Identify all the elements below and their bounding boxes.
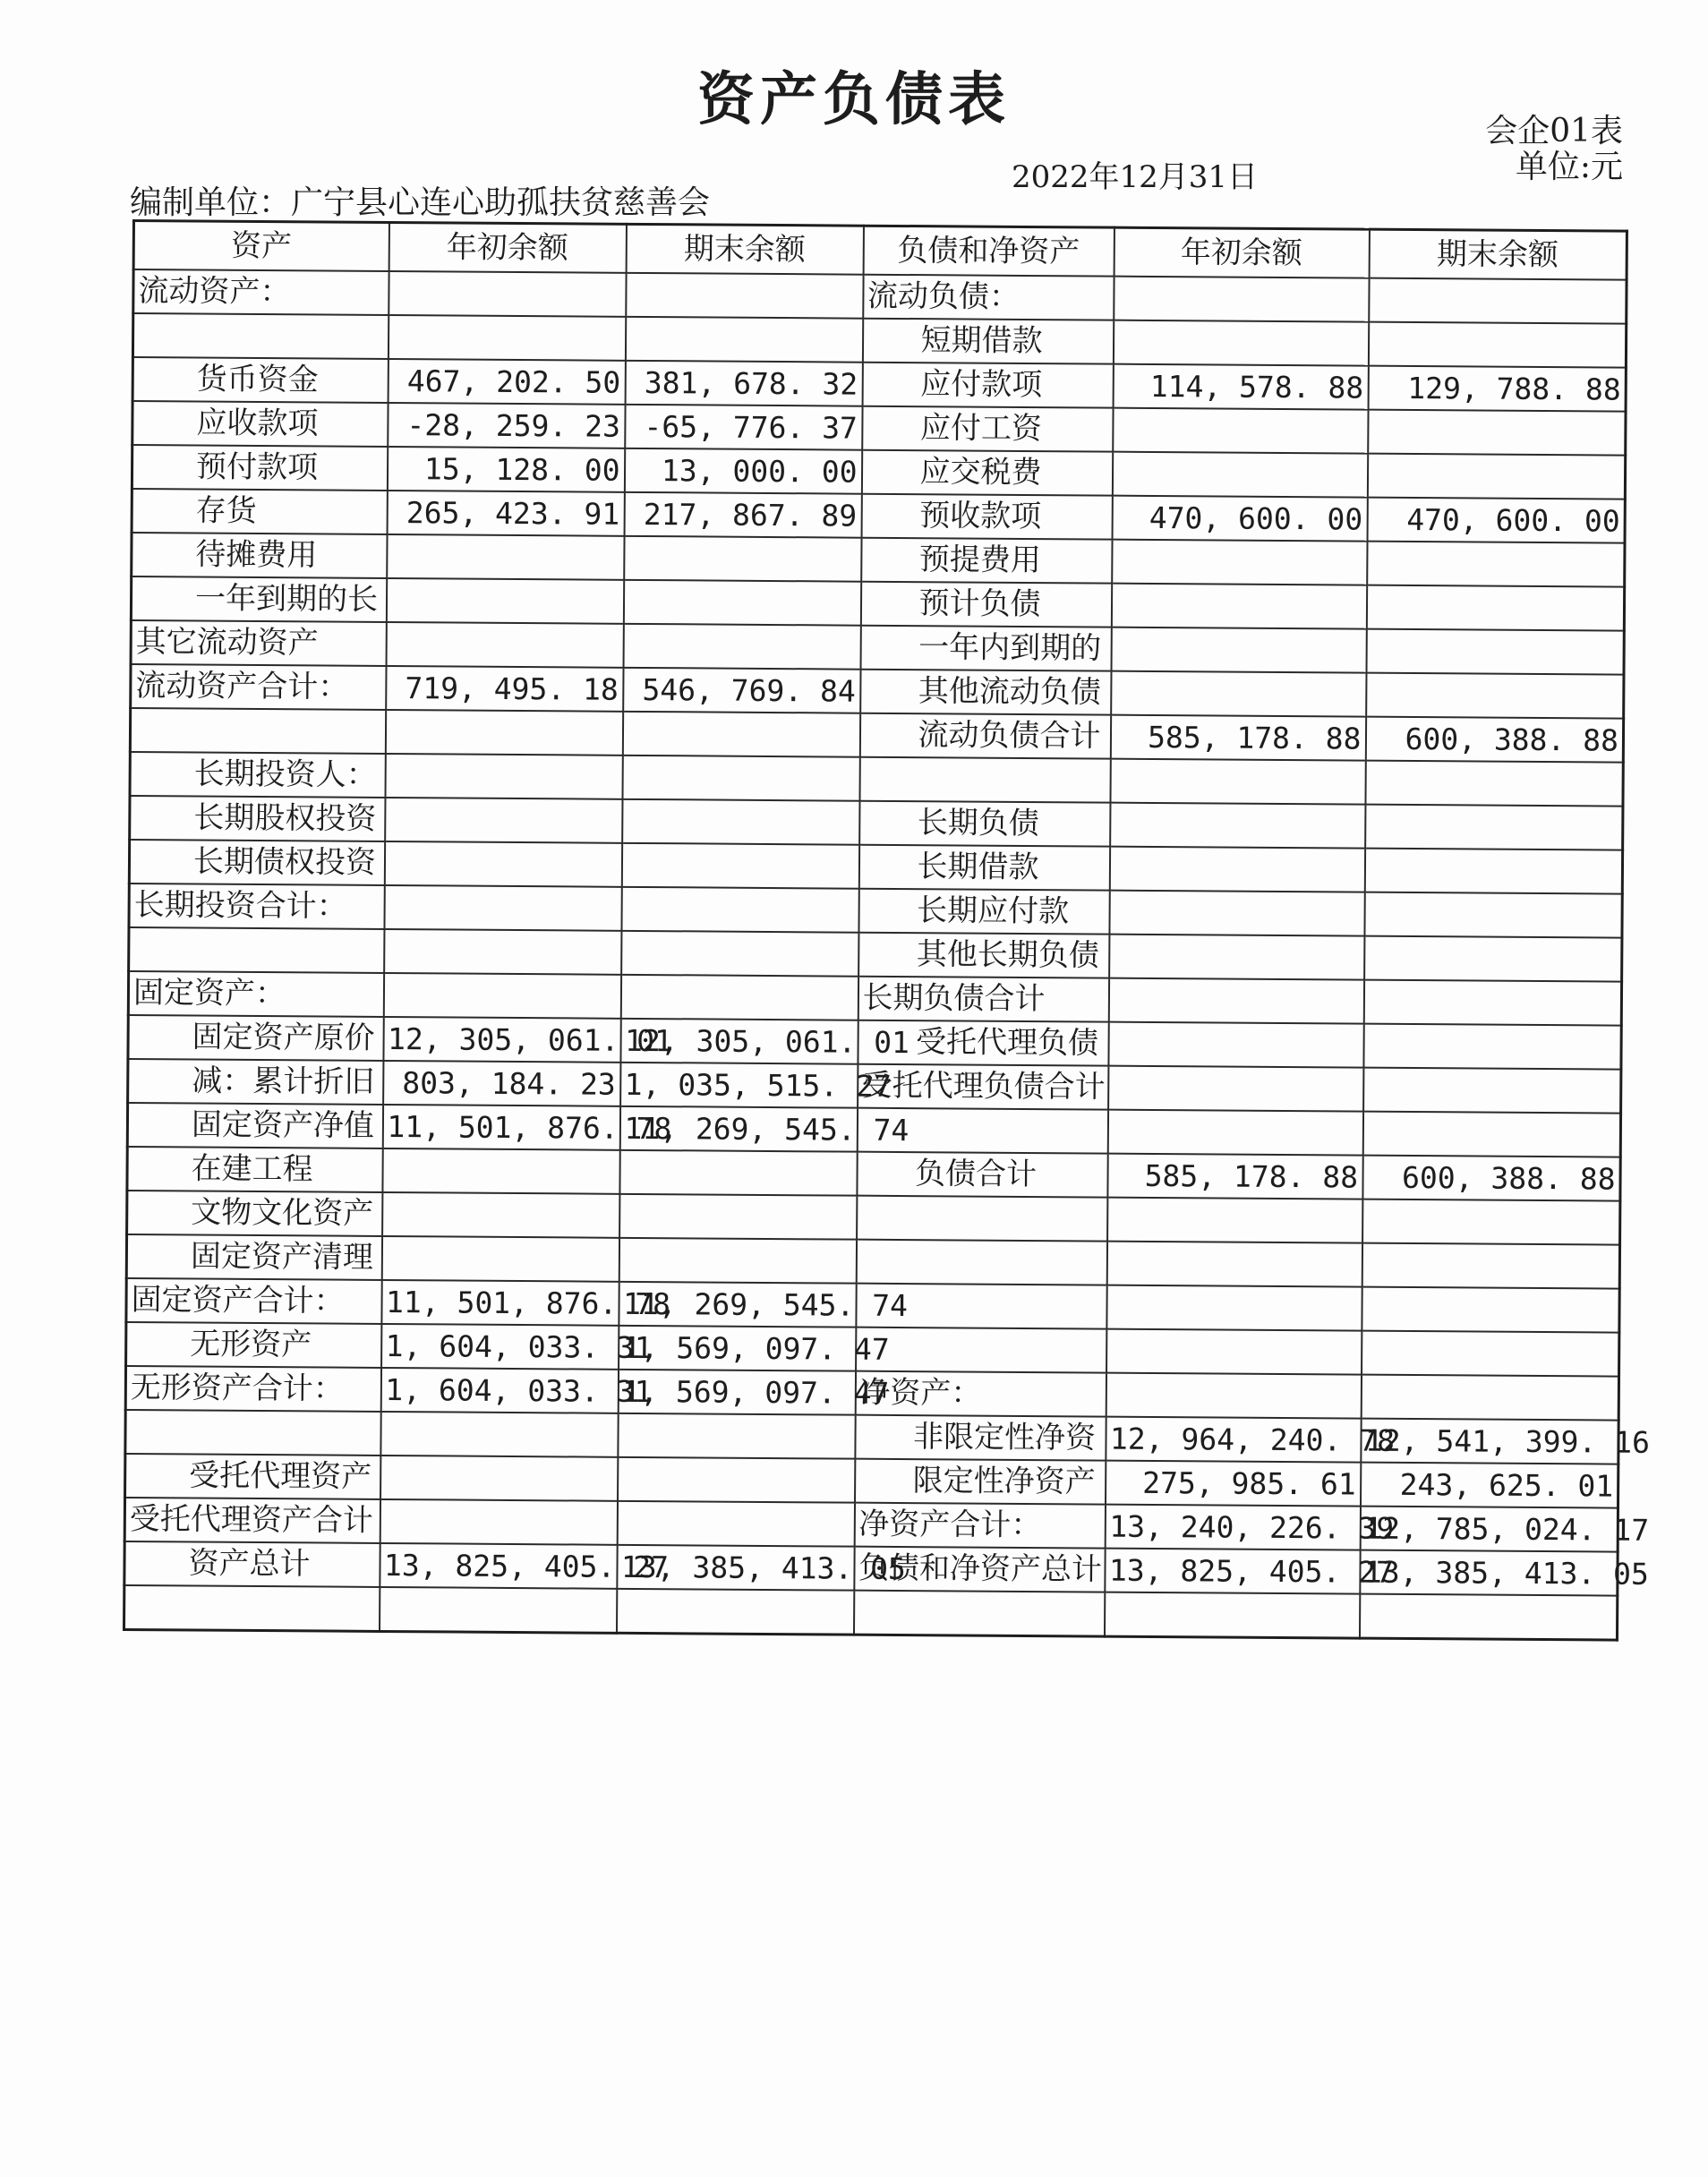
asset-ending-balance: 546, 769. 84: [623, 668, 860, 713]
asset-beginning-balance: [384, 885, 621, 931]
liability-item: 应交税费: [861, 450, 1112, 496]
asset-item: 长期投资人：: [130, 752, 385, 798]
asset-item: 流动资产：: [133, 269, 389, 315]
asset-ending-balance: [622, 712, 859, 757]
liability-beginning-balance: [1108, 978, 1363, 1024]
asset-beginning-balance: [380, 1412, 618, 1457]
liability-beginning-balance: [1108, 1022, 1363, 1068]
liability-item: 非限定性净资: [855, 1415, 1106, 1461]
liability-item: 限定性净资产: [855, 1459, 1106, 1505]
asset-beginning-balance: [387, 534, 624, 580]
asset-item: [130, 708, 385, 754]
asset-ending-balance: 13, 000. 00: [624, 448, 861, 494]
liability-ending-balance: [1367, 542, 1625, 587]
asset-ending-balance: [619, 1238, 856, 1284]
balance-sheet-table: [123, 219, 1651, 1642]
asset-ending-balance: [616, 1589, 853, 1635]
asset-item: 固定资产清理: [126, 1234, 381, 1280]
asset-item: [132, 313, 388, 359]
asset-item: 减：累计折旧: [128, 1059, 383, 1105]
liability-beginning-balance: [1112, 452, 1367, 498]
asset-ending-balance: [619, 1150, 857, 1196]
liability-beginning-balance: [1110, 803, 1365, 849]
liability-ending-balance: [1366, 585, 1624, 631]
asset-beginning-balance: 15, 128. 00: [387, 447, 624, 492]
liability-item: 长期应付款: [858, 889, 1109, 935]
asset-beginning-balance: [385, 754, 622, 799]
asset-item: 应收款项: [132, 401, 388, 447]
balance-sheet-body: [124, 221, 1651, 1641]
liability-beginning-balance: 585, 178. 88: [1110, 715, 1365, 761]
liability-beginning-balance: [1113, 408, 1368, 454]
asset-item: 无形资产: [126, 1322, 381, 1368]
liability-ending-balance: [1363, 1068, 1621, 1114]
asset-item: 长期债权投资: [129, 840, 384, 885]
liability-item: 一年内到期的: [860, 626, 1111, 671]
asset-ending-balance: [622, 799, 859, 845]
liability-item: [856, 1328, 1106, 1373]
liability-item: 负债合计: [857, 1152, 1107, 1198]
liability-item: 负债和净资产总计: [854, 1547, 1105, 1592]
asset-beginning-balance: 1, 604, 033. 31: [381, 1324, 619, 1370]
asset-ending-balance: [619, 1194, 857, 1240]
liability-item: 长期借款: [858, 845, 1109, 891]
asset-item: 存货: [132, 489, 387, 534]
liability-beginning-balance: [1108, 1066, 1363, 1112]
liability-ending-balance: [1366, 629, 1624, 675]
asset-ending-balance: 381, 678. 32: [625, 361, 862, 406]
liability-item: 预提费用: [861, 538, 1112, 584]
liability-ending-balance: 470, 600. 00: [1367, 498, 1625, 543]
asset-beginning-balance: [382, 1192, 619, 1238]
asset-beginning-balance: 803, 184. 23: [383, 1061, 620, 1106]
liability-item: 流动负债：: [863, 275, 1114, 320]
asset-ending-balance: 11, 269, 545. 74: [619, 1282, 856, 1328]
asset-ending-balance: 1, 569, 097. 47: [618, 1370, 855, 1415]
asset-beginning-balance: 1, 604, 033. 31: [380, 1368, 618, 1413]
form-code: 会企01表: [1485, 113, 1623, 149]
liability-item: [859, 757, 1110, 803]
asset-beginning-balance: [383, 973, 620, 1019]
liability-item: 短期借款: [862, 319, 1113, 364]
asset-beginning-balance: 719, 495. 18: [386, 666, 623, 712]
asset-item: 固定资产净值: [127, 1103, 382, 1148]
asset-item: 受托代理资产合计: [124, 1498, 380, 1543]
liability-ending-balance: [1364, 892, 1622, 938]
liability-ending-balance: 129, 788. 88: [1368, 366, 1626, 412]
liability-ending-balance: [1362, 1199, 1620, 1245]
liability-item: 长期负债合计: [858, 977, 1108, 1022]
asset-ending-balance: [618, 1413, 855, 1459]
asset-ending-balance: 217, 867. 89: [624, 492, 861, 538]
asset-ending-balance: 12, 305, 061. 01: [620, 1019, 858, 1064]
asset-ending-balance: [620, 975, 858, 1020]
liability-item: 应付款项: [862, 363, 1113, 408]
asset-item: 长期投资合计：: [129, 884, 384, 929]
liability-item: [853, 1591, 1104, 1636]
liability-beginning-balance: [1104, 1592, 1359, 1638]
asset-beginning-balance: 265, 423. 91: [387, 491, 624, 536]
liability-beginning-balance: 13, 825, 405. 27: [1105, 1549, 1360, 1594]
liability-beginning-balance: 585, 178. 88: [1107, 1154, 1362, 1199]
asset-ending-balance: [617, 1501, 854, 1547]
asset-item: 长期股权投资: [130, 796, 385, 841]
liability-beginning-balance: [1107, 1198, 1362, 1243]
liability-ending-balance: [1369, 278, 1627, 324]
asset-beginning-balance: 467, 202. 50: [388, 359, 625, 405]
asset-ending-balance: [621, 931, 858, 977]
organization-name: 编制单位：广宁县心连心助孤扶贫慈善会: [130, 184, 711, 221]
liability-beginning-balance: 275, 985. 61: [1106, 1461, 1361, 1507]
liability-item: 预收款项: [861, 494, 1112, 540]
header-assets-ending: 期末余额: [626, 224, 863, 274]
asset-item: 固定资产原价: [128, 1015, 383, 1061]
asset-ending-balance: 1, 569, 097. 47: [619, 1326, 856, 1371]
liability-ending-balance: [1362, 1331, 1619, 1377]
asset-beginning-balance: [385, 710, 622, 756]
asset-beginning-balance: [389, 271, 626, 317]
liability-item: 净资产合计：: [854, 1503, 1105, 1549]
liability-ending-balance: [1362, 1243, 1619, 1289]
asset-beginning-balance: [385, 798, 622, 843]
liability-ending-balance: 600, 388. 88: [1362, 1156, 1620, 1201]
liability-beginning-balance: [1107, 1110, 1362, 1156]
header-assets-beginning: 年初余额: [389, 223, 626, 273]
header-liabilities: 负债和净资产: [863, 226, 1114, 276]
liability-ending-balance: [1363, 1024, 1621, 1070]
asset-ending-balance: [618, 1457, 855, 1503]
liability-beginning-balance: 114, 578. 88: [1113, 364, 1368, 410]
asset-item: [125, 1410, 380, 1456]
liability-item: 应付工资: [862, 406, 1113, 452]
asset-beginning-balance: [381, 1236, 619, 1282]
asset-beginning-balance: 12, 305, 061. 01: [383, 1017, 620, 1063]
liability-beginning-balance: [1113, 320, 1368, 366]
liability-beginning-balance: 470, 600. 00: [1112, 496, 1367, 542]
asset-ending-balance: 11, 269, 545. 74: [619, 1106, 857, 1152]
liability-item: 受托代理负债合计: [858, 1064, 1108, 1110]
asset-ending-balance: [624, 536, 861, 582]
asset-item: 货币资金: [132, 357, 388, 403]
asset-ending-balance: [622, 756, 859, 801]
liability-beginning-balance: [1112, 540, 1367, 585]
asset-item: 无形资产合计：: [125, 1366, 380, 1412]
liability-ending-balance: [1362, 1287, 1619, 1333]
liability-beginning-balance: [1109, 935, 1364, 980]
liability-beginning-balance: 13, 240, 226. 39: [1105, 1505, 1360, 1550]
asset-item: 固定资产合计：: [126, 1278, 381, 1324]
asset-item: 一年到期的长: [131, 576, 386, 622]
liability-ending-balance: [1368, 322, 1626, 368]
asset-item: 其它流动资产: [131, 620, 386, 666]
liability-beginning-balance: [1111, 627, 1366, 673]
currency-unit: 单位:元: [1515, 149, 1623, 185]
liability-ending-balance: [1368, 410, 1626, 456]
asset-beginning-balance: 11, 501, 876. 78: [381, 1280, 619, 1326]
liability-ending-balance: [1364, 936, 1622, 982]
asset-beginning-balance: [388, 315, 625, 361]
asset-beginning-balance: 13, 825, 405. 27: [380, 1543, 617, 1589]
asset-item: 固定资产：: [128, 971, 383, 1017]
asset-item: 受托代理资产: [125, 1454, 380, 1499]
asset-ending-balance: 13, 385, 413. 05: [617, 1545, 854, 1591]
liability-item: 流动负债合计: [859, 713, 1110, 759]
liability-item: 受托代理负债: [858, 1020, 1108, 1066]
liability-item: 长期负债: [859, 801, 1110, 847]
asset-item: 预付款项: [132, 445, 387, 491]
liability-item: 其他流动负债: [860, 670, 1111, 715]
liability-ending-balance: 12, 541, 399. 16: [1361, 1419, 1618, 1464]
liability-item: 净资产：: [855, 1371, 1106, 1417]
liability-ending-balance: [1364, 849, 1622, 894]
liability-ending-balance: [1362, 1112, 1620, 1157]
asset-ending-balance: 1, 035, 515. 27: [620, 1063, 858, 1108]
liability-beginning-balance: [1111, 584, 1366, 629]
asset-beginning-balance: [380, 1499, 617, 1545]
liability-ending-balance: [1363, 980, 1621, 1026]
asset-ending-balance: [621, 887, 858, 933]
asset-item: 在建工程: [127, 1147, 382, 1192]
asset-beginning-balance: [386, 622, 623, 668]
table-row: [124, 1585, 1618, 1640]
liability-ending-balance: 12, 785, 024. 17: [1360, 1507, 1618, 1552]
asset-item: 流动资产合计：: [131, 664, 386, 710]
asset-beginning-balance: [384, 841, 621, 887]
header-liabilities-ending: 期末余额: [1369, 229, 1627, 280]
asset-item: 资产总计: [124, 1541, 380, 1587]
asset-item: [124, 1585, 380, 1631]
asset-item: [129, 927, 384, 973]
asset-ending-balance: [626, 273, 863, 319]
asset-item: 文物文化资产: [127, 1191, 382, 1236]
asset-ending-balance: [623, 580, 860, 626]
liability-ending-balance: 13, 385, 413. 05: [1360, 1550, 1618, 1596]
liability-ending-balance: 600, 388. 88: [1365, 717, 1623, 763]
asset-beginning-balance: [386, 578, 623, 624]
liability-beginning-balance: [1110, 759, 1365, 805]
asset-beginning-balance: [379, 1587, 616, 1633]
liability-ending-balance: [1365, 805, 1623, 850]
liability-beginning-balance: 12, 964, 240. 78: [1106, 1417, 1361, 1463]
asset-beginning-balance: [384, 929, 621, 975]
asset-item: 待摊费用: [132, 533, 387, 578]
header-assets: 资产: [133, 221, 389, 271]
asset-beginning-balance: 11, 501, 876. 78: [382, 1105, 619, 1150]
liability-ending-balance: [1365, 761, 1623, 807]
asset-beginning-balance: [380, 1456, 618, 1501]
liability-item: 预计负债: [860, 582, 1111, 627]
liability-ending-balance: 243, 625. 01: [1360, 1463, 1618, 1508]
liability-beginning-balance: [1106, 1329, 1362, 1375]
liability-ending-balance: [1361, 1375, 1618, 1421]
liability-beginning-balance: [1109, 891, 1364, 936]
liability-ending-balance: [1367, 454, 1625, 499]
liability-ending-balance: [1366, 673, 1624, 719]
page-title: 资产负债表: [697, 66, 1011, 133]
report-date: 2022年12月31日: [1012, 159, 1259, 195]
liability-item: 其他长期负债: [858, 933, 1109, 978]
liability-beginning-balance: [1106, 1285, 1362, 1331]
asset-ending-balance: [625, 317, 862, 363]
asset-ending-balance: [623, 624, 860, 670]
liability-item: [856, 1240, 1106, 1285]
liability-item: [857, 1196, 1107, 1242]
header-liabilities-beginning: 年初余额: [1114, 227, 1369, 277]
asset-ending-balance: -65, 776. 37: [625, 405, 862, 450]
liability-beginning-balance: [1114, 277, 1369, 322]
liability-beginning-balance: [1106, 1242, 1362, 1287]
liability-beginning-balance: [1111, 671, 1366, 717]
asset-beginning-balance: -28, 259. 23: [388, 403, 625, 448]
liability-beginning-balance: [1106, 1373, 1361, 1419]
liability-beginning-balance: [1109, 847, 1364, 892]
asset-ending-balance: [621, 843, 858, 889]
liability-ending-balance: [1359, 1594, 1617, 1641]
asset-beginning-balance: [382, 1148, 619, 1194]
